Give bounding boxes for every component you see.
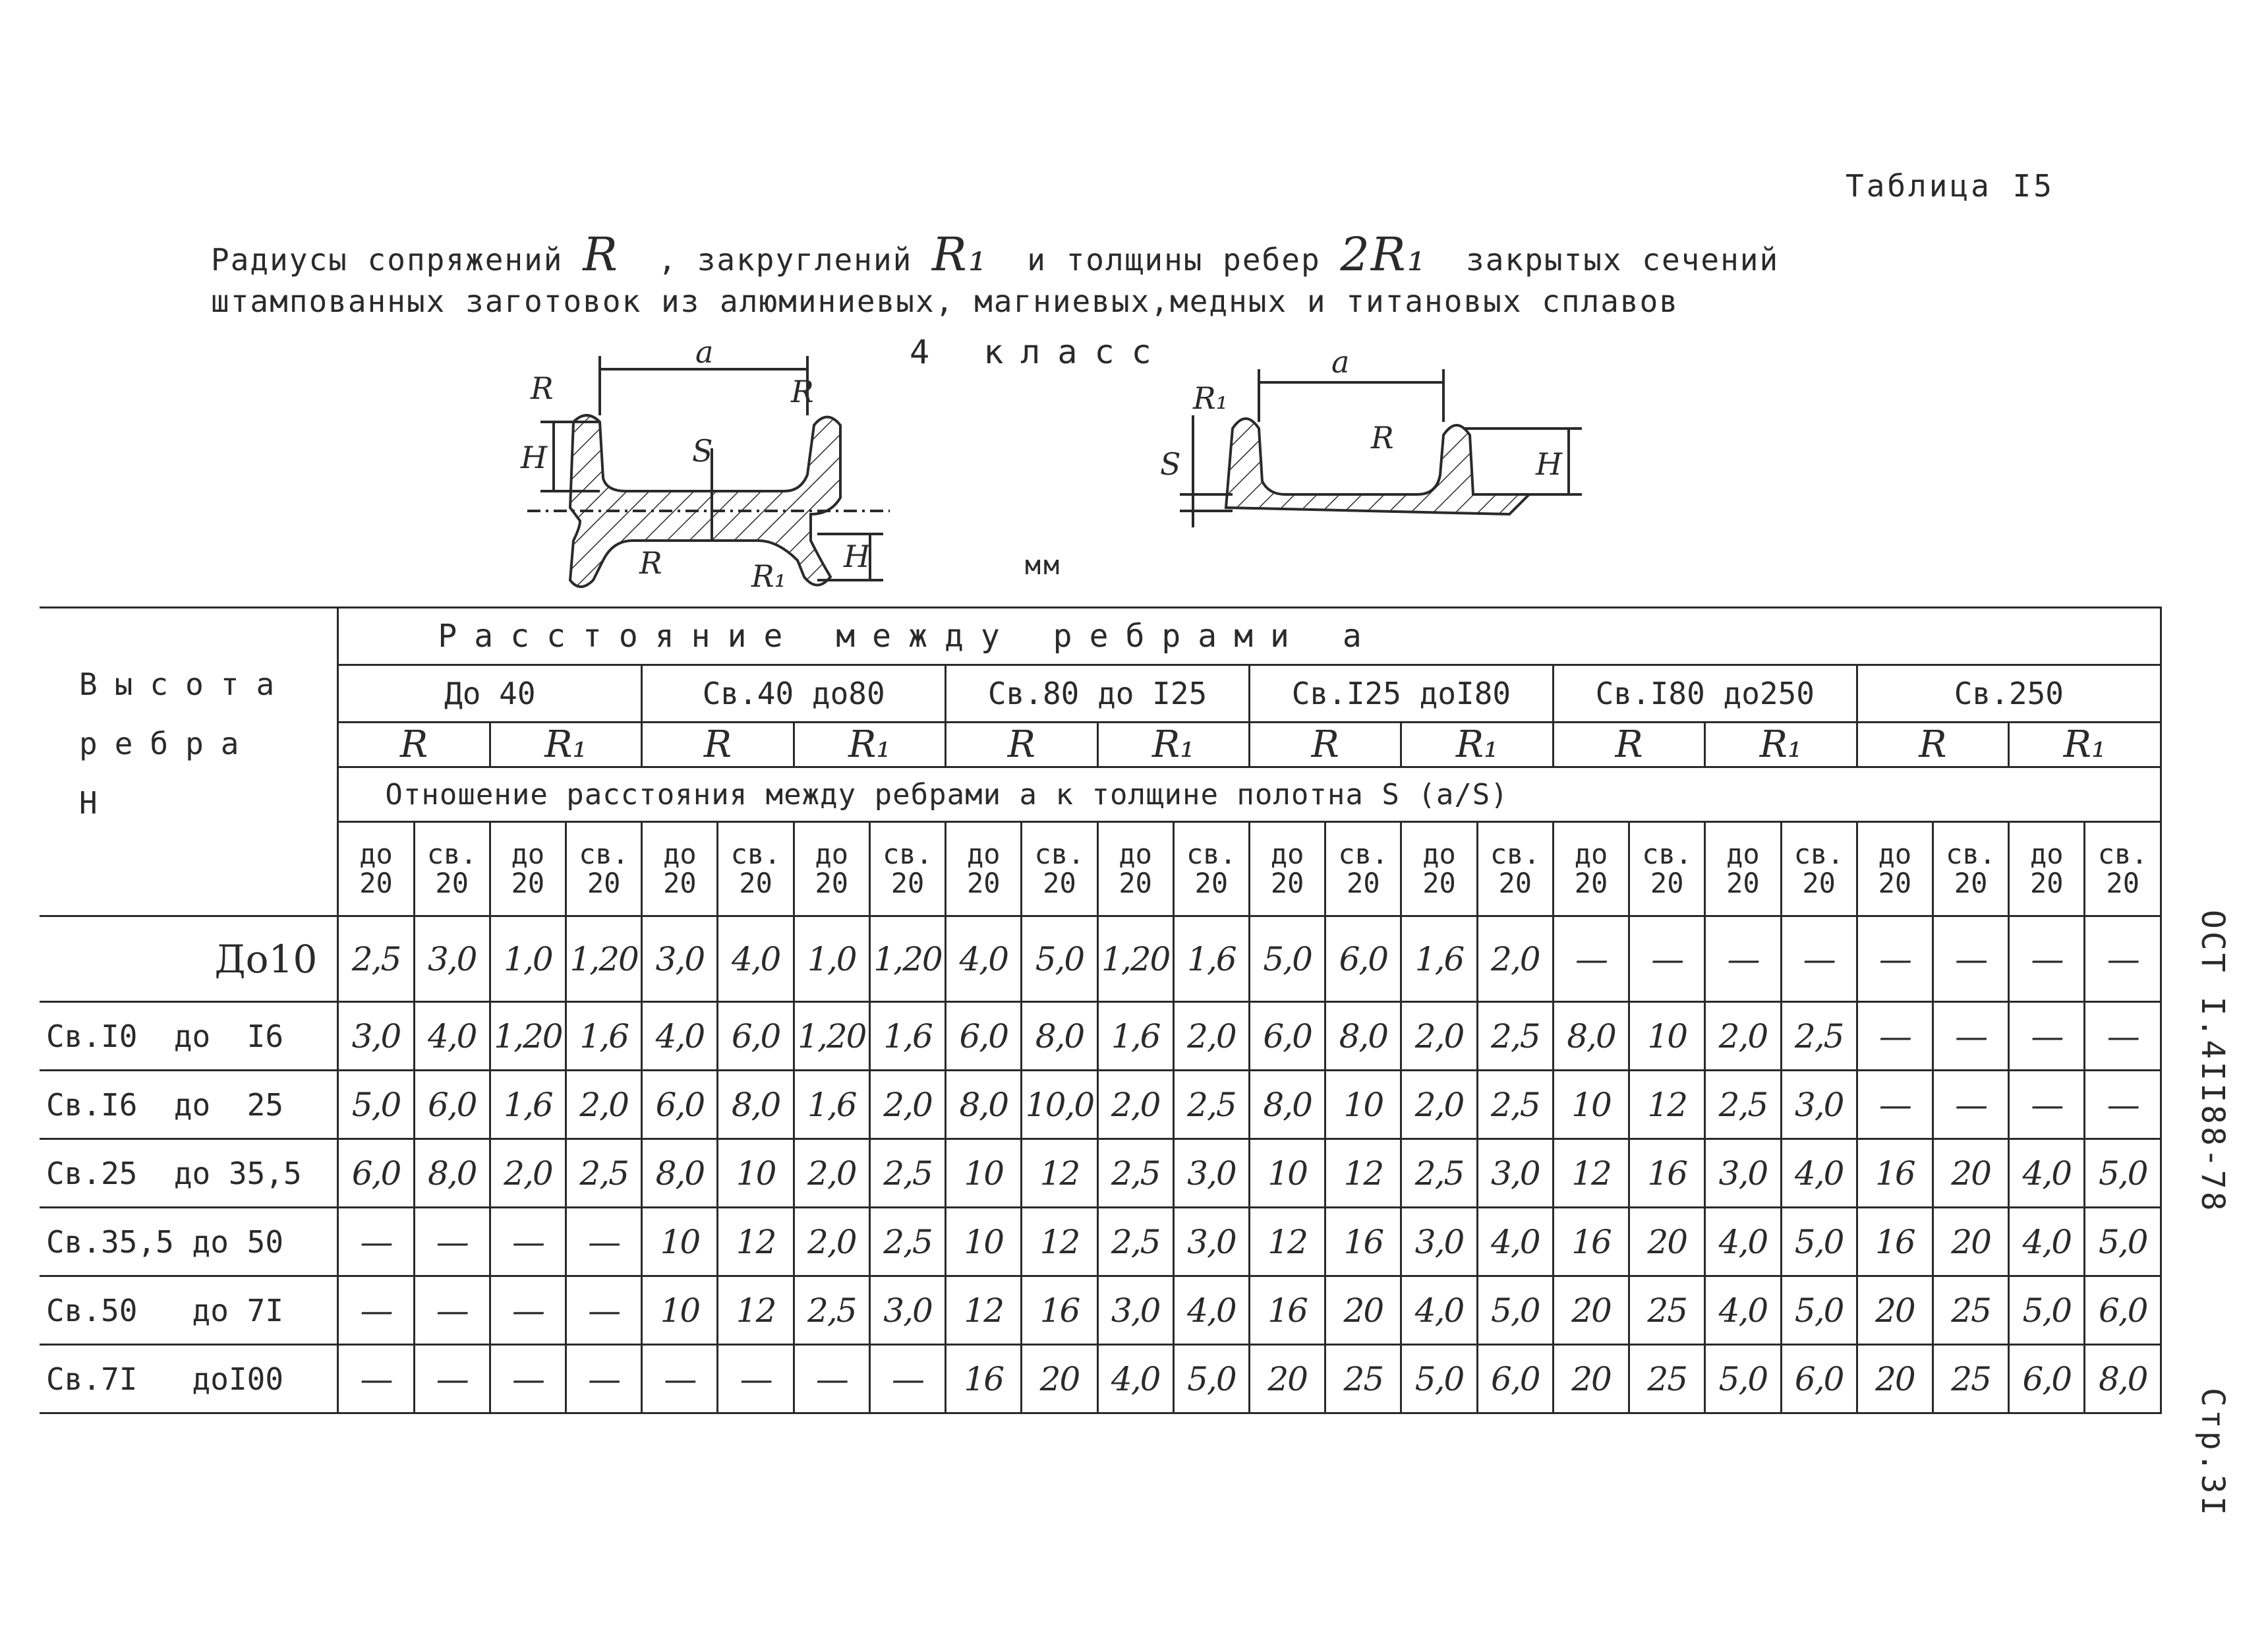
table-cell: 2,5: [1401, 1139, 1477, 1208]
table-cell: 4,0: [1097, 1345, 1173, 1413]
range-header: Св.80 до I25: [946, 665, 1250, 723]
title-part-fillets: , закруглений: [658, 242, 913, 278]
ratio-up-to-20: до 20: [1401, 822, 1477, 916]
table-cell: 6,0: [338, 1139, 414, 1208]
table-cell: 1,0: [490, 916, 566, 1002]
table-cell: 2,5: [1781, 1002, 1857, 1071]
table-cell: 1,20: [794, 1002, 869, 1071]
ratio-over-20: св. 20: [1933, 822, 2008, 916]
radius-r1-header: R₁: [1705, 723, 1857, 767]
table-cell: —: [566, 1208, 642, 1276]
table-cell: 4,0: [946, 916, 1022, 1002]
symbol-r: R: [583, 227, 619, 281]
table-cell: —: [2085, 1002, 2161, 1071]
radius-r-header: R: [946, 723, 1097, 767]
table-cell: 3,0: [338, 1002, 414, 1071]
table-cell: 3,0: [1173, 1139, 1249, 1208]
row-height-label: Св.7I доI00: [40, 1345, 338, 1413]
table-cell: —: [1629, 916, 1705, 1002]
ratio-over-20: св. 20: [1325, 822, 1401, 916]
ratio-over-20: св. 20: [1477, 822, 1553, 916]
radius-r-header: R: [338, 723, 490, 767]
ratio-subheader-row: [40, 822, 2161, 916]
radius-r-header: R: [642, 723, 794, 767]
table-cell: —: [566, 1276, 642, 1345]
table-cell: 25: [1629, 1276, 1705, 1345]
radius-r-header: R: [1553, 723, 1704, 767]
table-cell: —: [566, 1345, 642, 1413]
row-height-label: Св.25 до 35,5: [40, 1139, 338, 1208]
table-cell: —: [414, 1345, 490, 1413]
table-cell: 2,5: [1477, 1002, 1553, 1071]
range-header: Св.I80 до250: [1553, 665, 1857, 723]
table-cell: 2,5: [1477, 1071, 1553, 1139]
table-cell: 5,0: [1705, 1345, 1781, 1413]
diagram-label-a2: a: [1331, 344, 1350, 380]
table-cell: 25: [1933, 1276, 2008, 1345]
table-cell: 2,5: [869, 1208, 945, 1276]
table-cell: —: [2009, 1002, 2085, 1071]
table-cell: 4,0: [642, 1002, 718, 1071]
ratio-over-20: св. 20: [2085, 822, 2161, 916]
radii-table: [40, 607, 2162, 1414]
ratio-over-20: св. 20: [718, 822, 794, 916]
table-cell: 2,5: [566, 1139, 642, 1208]
table-row: [40, 1139, 2161, 1208]
table-cell: 16: [1022, 1276, 1097, 1345]
ratio-over-20: св. 20: [1022, 822, 1097, 916]
table-cell: 8,0: [2085, 1345, 2161, 1413]
ratio-over-20: св. 20: [566, 822, 642, 916]
diagram-label-r1-left: R: [531, 370, 554, 406]
table-cell: 25: [1629, 1345, 1705, 1413]
diagram-label-h3: H: [1536, 446, 1563, 482]
table-cell: 8,0: [414, 1139, 490, 1208]
table-cell: 16: [1325, 1208, 1401, 1276]
document-code: ОСТ I.4II88-78: [2194, 910, 2231, 1214]
table-cell: 20: [1857, 1276, 1933, 1345]
table-cell: 8,0: [946, 1071, 1022, 1139]
table-cell: 3,0: [869, 1276, 945, 1345]
table-cell: 10: [1629, 1002, 1705, 1071]
table-cell: 16: [1553, 1208, 1629, 1276]
table-cell: 2,0: [794, 1208, 869, 1276]
table-cell: 1,20: [490, 1002, 566, 1071]
table-cell: 10: [1553, 1071, 1629, 1139]
table-cell: 12: [718, 1208, 794, 1276]
ratio-up-to-20: до 20: [1705, 822, 1781, 916]
ratio-up-to-20: до 20: [1553, 822, 1629, 916]
table-cell: 16: [1857, 1208, 1933, 1276]
table-cell: 4,0: [718, 916, 794, 1002]
row-height-label: Св.I6 до 25: [40, 1071, 338, 1139]
table-row: [40, 1276, 2161, 1345]
table-cell: 3,0: [642, 916, 718, 1002]
table-cell: 8,0: [1022, 1002, 1097, 1071]
table-cell: —: [1857, 1071, 1933, 1139]
table-cell: 3,0: [1477, 1139, 1553, 1208]
table-cell: 5,0: [1781, 1208, 1857, 1276]
radius-r1-header: R₁: [1097, 723, 1249, 767]
title-part-ribs: и толщины ребер: [1027, 242, 1321, 278]
table-cell: 4,0: [1173, 1276, 1249, 1345]
table-cell: —: [1933, 916, 2008, 1002]
ratio-up-to-20: до 20: [338, 822, 414, 916]
table-cell: 2,0: [490, 1139, 566, 1208]
table-cell: —: [338, 1276, 414, 1345]
table-cell: 12: [1250, 1208, 1325, 1276]
diagram-label-r-left: R: [791, 374, 814, 409]
table-cell: 6,0: [1325, 916, 1401, 1002]
table-cell: 6,0: [1250, 1002, 1325, 1071]
table-cell: 10: [1250, 1139, 1325, 1208]
table-cell: 12: [1325, 1139, 1401, 1208]
table-cell: 20: [1933, 1208, 2008, 1276]
radius-r1-header: R₁: [2009, 723, 2161, 767]
table-cell: 12: [718, 1276, 794, 1345]
table-cell: —: [338, 1345, 414, 1413]
table-row: [40, 1002, 2161, 1071]
table-cell: 3,0: [414, 916, 490, 1002]
table-cell: —: [1857, 916, 1933, 1002]
table-cell: 3,0: [1173, 1208, 1249, 1276]
title-part-closed: закрытых сечений: [1466, 242, 1780, 278]
table-row: [40, 916, 2161, 1002]
table-cell: 2,0: [1173, 1002, 1249, 1071]
table-cell: 8,0: [1250, 1071, 1325, 1139]
table-cell: 2,0: [1705, 1002, 1781, 1071]
single-rib-profile: [1160, 344, 1582, 527]
table-cell: 20: [1629, 1208, 1705, 1276]
row-height-label: Св.35,5 до 50: [40, 1208, 338, 1276]
table-cell: 12: [1629, 1071, 1705, 1139]
ratio-up-to-20: до 20: [490, 822, 566, 916]
table-cell: 10: [642, 1276, 718, 1345]
table-cell: 2,5: [869, 1139, 945, 1208]
table-cell: 20: [1857, 1345, 1933, 1413]
table-cell: 6,0: [642, 1071, 718, 1139]
table-cell: 2,0: [1477, 916, 1553, 1002]
table-cell: 10: [946, 1208, 1022, 1276]
table-row: [40, 1071, 2161, 1139]
table-cell: —: [1933, 1071, 2008, 1139]
diagram-label-s1: S: [692, 433, 713, 469]
table-cell: 1,20: [869, 916, 945, 1002]
header-distance-between-ribs: Расстояние между ребрами a: [338, 608, 2161, 665]
table-cell: —: [1781, 916, 1857, 1002]
table-cell: 5,0: [338, 1071, 414, 1139]
table-cell: 8,0: [1325, 1002, 1401, 1071]
table-cell: 16: [1250, 1276, 1325, 1345]
title-line-2: штампованных заготовок из алюминиевых, магниевых,медных и титановых сплавов: [211, 283, 1679, 319]
table-cell: 2,0: [1097, 1071, 1173, 1139]
table-cell: 25: [1325, 1345, 1401, 1413]
radius-r1-header: R₁: [794, 723, 945, 767]
ratio-over-20: св. 20: [414, 822, 490, 916]
table-cell: —: [1933, 1002, 2008, 1071]
table-cell: 2,5: [1097, 1139, 1173, 1208]
table-cell: 20: [1933, 1139, 2008, 1208]
table-cell: —: [2085, 916, 2161, 1002]
table-cell: 2,5: [794, 1276, 869, 1345]
row-height-label: Св.50 до 7I: [40, 1276, 338, 1345]
diagram-label-r1-right: R₁: [1193, 380, 1229, 416]
table-cell: 3,0: [1097, 1276, 1173, 1345]
table-cell: 1,6: [1173, 916, 1249, 1002]
diagram-label-r-right: R: [1371, 420, 1394, 456]
ratio-up-to-20: до 20: [946, 822, 1022, 916]
table-cell: 10: [946, 1139, 1022, 1208]
table-cell: —: [718, 1345, 794, 1413]
radius-type-row: [40, 723, 2161, 767]
table-cell: —: [414, 1276, 490, 1345]
diagram-label-h1: H: [521, 440, 548, 475]
title-part-radii: Радиусы сопряжений: [211, 242, 564, 278]
table-cell: 2,0: [1401, 1071, 1477, 1139]
table-cell: 4,0: [1401, 1276, 1477, 1345]
table-cell: 1,6: [566, 1002, 642, 1071]
table-cell: 2,5: [338, 916, 414, 1002]
range-header: До 40: [338, 665, 642, 723]
table-cell: —: [869, 1345, 945, 1413]
table-cell: —: [490, 1208, 566, 1276]
table-cell: 1,6: [1097, 1002, 1173, 1071]
table-cell: 2,5: [1097, 1208, 1173, 1276]
table-cell: 20: [1325, 1276, 1401, 1345]
range-header: Св.250: [1857, 665, 2161, 723]
diagram-label-s2: S: [1160, 446, 1181, 482]
table-cell: 20: [1022, 1345, 1097, 1413]
ratio-over-20: св. 20: [1629, 822, 1705, 916]
page-number: Стр.3I: [2194, 1388, 2231, 1518]
table-cell: 10,0: [1022, 1071, 1097, 1139]
table-cell: 6,0: [718, 1002, 794, 1071]
table-cell: 20: [1553, 1345, 1629, 1413]
table-cell: —: [2009, 1071, 2085, 1139]
range-header: Св.40 до80: [642, 665, 946, 723]
class-label: 4 класс: [910, 333, 1169, 371]
table-cell: —: [338, 1208, 414, 1276]
table-cell: —: [1857, 1002, 1933, 1071]
table-row: [40, 1208, 2161, 1276]
table-cell: 4,0: [1781, 1139, 1857, 1208]
table-cell: —: [490, 1345, 566, 1413]
diagram-label-r-bottom: R: [639, 545, 662, 581]
ratio-header: Отношение расстояния между ребрами a к толщине полотна S (a/S): [338, 767, 2161, 822]
table-cell: 5,0: [1401, 1345, 1477, 1413]
ratio-over-20: св. 20: [1781, 822, 1857, 916]
table-cell: 6,0: [2085, 1276, 2161, 1345]
table-cell: 5,0: [1250, 916, 1325, 1002]
table-cell: —: [642, 1345, 718, 1413]
table-cell: 6,0: [1781, 1345, 1857, 1413]
units-label: мм: [1025, 550, 1062, 581]
table-cell: —: [490, 1276, 566, 1345]
table-cell: 1,0: [794, 916, 869, 1002]
table-cell: 10: [1325, 1071, 1401, 1139]
table-cell: 5,0: [2085, 1208, 2161, 1276]
table-cell: 16: [1857, 1139, 1933, 1208]
row-header-text: Высота ребра Н: [79, 666, 292, 821]
table-cell: 1,6: [1401, 916, 1477, 1002]
table-cell: 12: [946, 1276, 1022, 1345]
table-cell: 1,6: [869, 1002, 945, 1071]
ratio-up-to-20: до 20: [642, 822, 718, 916]
table-row: [40, 1345, 2161, 1413]
table-cell: —: [2009, 916, 2085, 1002]
radius-r-header: R: [1857, 723, 2008, 767]
diagram-label-r1-bottom: R₁: [751, 558, 787, 594]
table-cell: 4,0: [1705, 1208, 1781, 1276]
ratio-up-to-20: до 20: [2009, 822, 2085, 916]
table-cell: —: [794, 1345, 869, 1413]
table-cell: 6,0: [414, 1071, 490, 1139]
symbol-r1: R₁: [932, 227, 988, 281]
double-rib-profile: [520, 343, 890, 594]
table-cell: 16: [1629, 1139, 1705, 1208]
ratio-up-to-20: до 20: [1250, 822, 1325, 916]
table-cell: —: [1553, 916, 1629, 1002]
radius-r-header: R: [1250, 723, 1401, 767]
table-cell: 6,0: [946, 1002, 1022, 1071]
table-cell: 1,6: [794, 1071, 869, 1139]
table-cell: —: [1705, 916, 1781, 1002]
table-cell: 5,0: [1477, 1276, 1553, 1345]
title-line-1: [211, 227, 1779, 281]
table-cell: 8,0: [642, 1139, 718, 1208]
radius-r1-header: R₁: [490, 723, 641, 767]
table-cell: 5,0: [2085, 1139, 2161, 1208]
table-cell: 2,5: [1705, 1071, 1781, 1139]
ratio-up-to-20: до 20: [1857, 822, 1933, 916]
row-height-label: До10: [40, 916, 338, 1002]
table-cell: 1,20: [1097, 916, 1173, 1002]
table-cell: 10: [718, 1139, 794, 1208]
table-cell: 1,6: [490, 1071, 566, 1139]
table-cell: 4,0: [2009, 1139, 2085, 1208]
table-cell: —: [2085, 1071, 2161, 1139]
table-cell: 10: [642, 1208, 718, 1276]
table-cell: 3,0: [1705, 1139, 1781, 1208]
table-cell: 1,20: [566, 916, 642, 1002]
table-cell: 12: [1553, 1139, 1629, 1208]
table-cell: 20: [1250, 1345, 1325, 1413]
table-cell: 6,0: [2009, 1345, 2085, 1413]
table-cell: —: [414, 1208, 490, 1276]
table-cell: 6,0: [1477, 1345, 1553, 1413]
table-cell: 25: [1933, 1345, 2008, 1413]
table-cell: 12: [1022, 1139, 1097, 1208]
row-header-height: [40, 608, 338, 916]
table-cell: 5,0: [2009, 1276, 2085, 1345]
range-header: Св.I25 доI80: [1250, 665, 1554, 723]
table-body: [40, 916, 2161, 1413]
ratio-over-20: св. 20: [1173, 822, 1249, 916]
table-cell: 2,0: [869, 1071, 945, 1139]
table-cell: 2,0: [1401, 1002, 1477, 1071]
table-cell: 3,0: [1781, 1071, 1857, 1139]
table-cell: 5,0: [1173, 1345, 1249, 1413]
table-cell: 20: [1553, 1276, 1629, 1345]
ratio-up-to-20: до 20: [794, 822, 869, 916]
table-label: Таблица I5: [1846, 168, 2054, 204]
table-cell: 8,0: [718, 1071, 794, 1139]
table-cell: 2,0: [566, 1071, 642, 1139]
row-height-label: Св.I0 до I6: [40, 1002, 338, 1071]
table-cell: 5,0: [1022, 916, 1097, 1002]
table-cell: 3,0: [1401, 1208, 1477, 1276]
table-cell: 2,0: [794, 1139, 869, 1208]
table-cell: 4,0: [1477, 1208, 1553, 1276]
symbol-2r1: 2R₁: [1340, 227, 1427, 281]
table-cell: 4,0: [1705, 1276, 1781, 1345]
table-cell: 4,0: [2009, 1208, 2085, 1276]
table-cell: 2,5: [1173, 1071, 1249, 1139]
diagram-label-h2: H: [844, 539, 871, 574]
diagram-label-a1: a: [695, 343, 714, 370]
table-cell: 8,0: [1553, 1002, 1629, 1071]
table-cell: 4,0: [414, 1002, 490, 1071]
table-cell: 12: [1022, 1208, 1097, 1276]
ratio-up-to-20: до 20: [1097, 822, 1173, 916]
ratio-over-20: св. 20: [869, 822, 945, 916]
table-cell: 5,0: [1781, 1276, 1857, 1345]
radius-r1-header: R₁: [1401, 723, 1553, 767]
table-cell: 16: [946, 1345, 1022, 1413]
